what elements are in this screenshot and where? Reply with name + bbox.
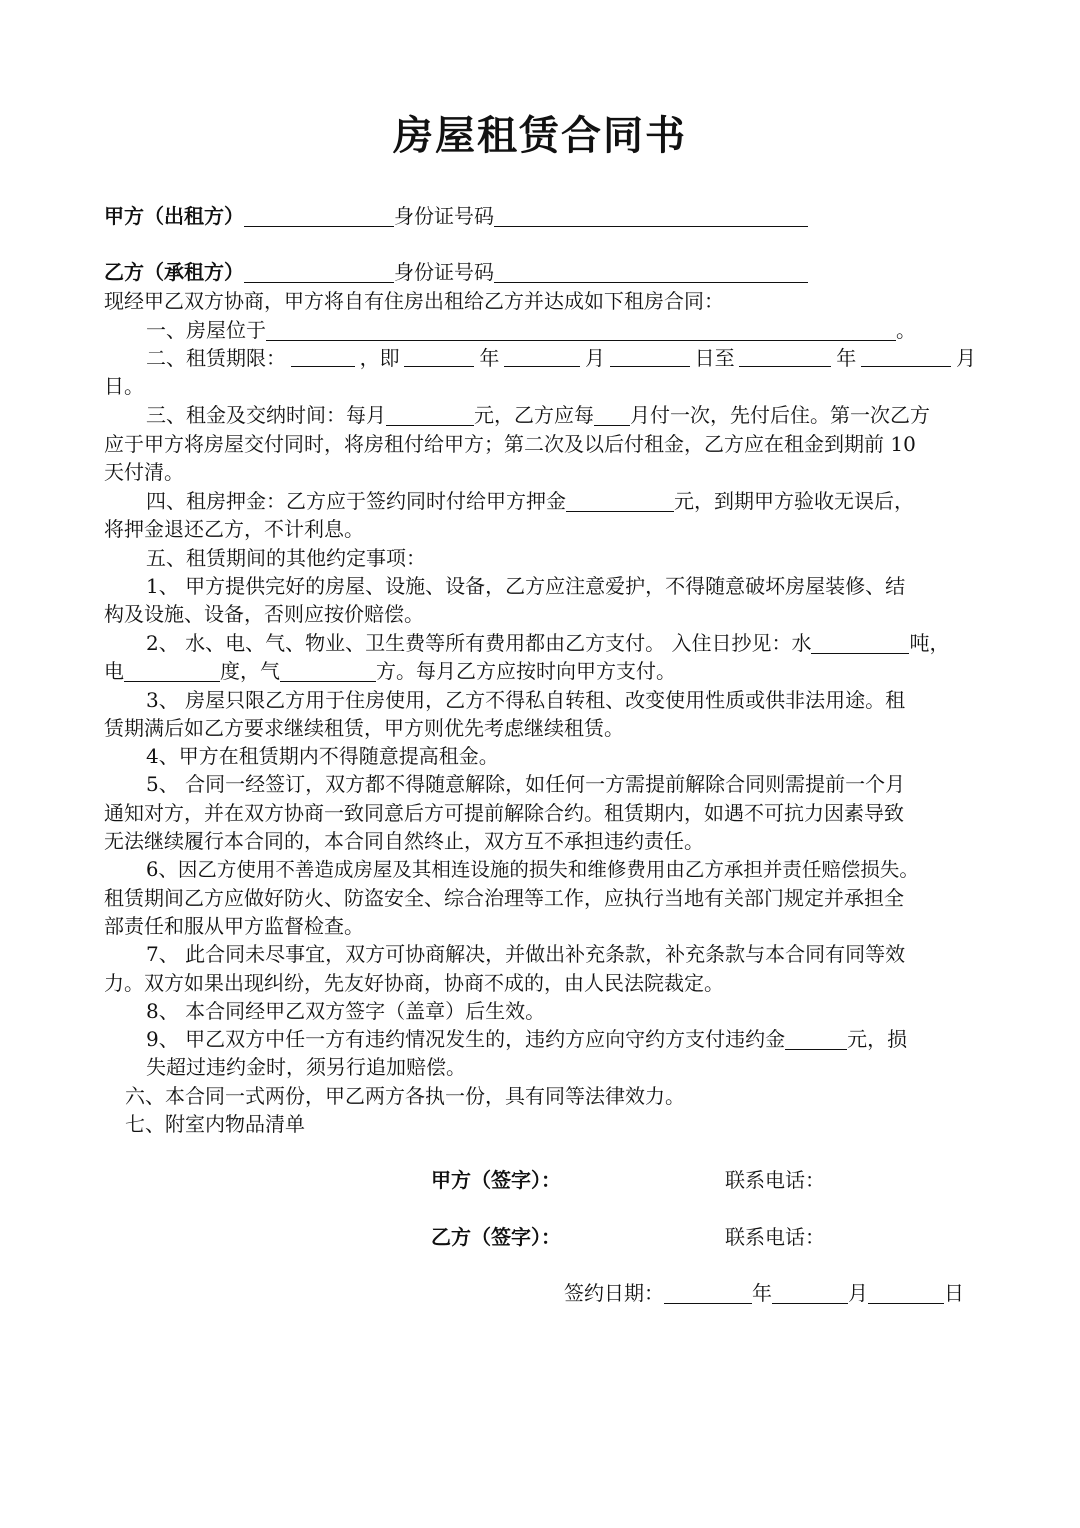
party-a-name-blank[interactable] (244, 204, 394, 227)
rent-text-b: 元，乙方应每 (474, 403, 594, 427)
electric-reading-blank[interactable] (124, 659, 220, 682)
clause-3 (146, 401, 930, 429)
party-b-label: 乙方（承租方） (104, 260, 244, 284)
clause-1 (146, 316, 916, 344)
item-6-line1: 6、因乙方使用不善造成房屋及其相连设施的损失和维修费用由乙方承担并责任赔偿损失。 (146, 858, 919, 881)
document-title: 房屋租赁合同书 (393, 112, 687, 159)
deposit-label: 四、租房押金：乙方应于签约同时付给甲方押金 (146, 489, 566, 513)
sign-year-blank[interactable] (664, 1281, 752, 1304)
rent-text-c: 月付一次，先付后住。第一次乙方 (630, 403, 930, 427)
clause-5-heading: 五、租赁期间的其他约定事项： (146, 546, 426, 570)
sign-year-label: 年 (752, 1281, 772, 1305)
party-b-id-label: 身份证号码 (394, 260, 494, 284)
pay-interval-blank[interactable] (594, 403, 630, 426)
item-5-line2: 通知对方，并在双方协商一致同意后方可提前解除合约。租赁期内，如遇不可抗力因素导致 (104, 801, 904, 825)
item-2-text-a: 2、 水、电、气、物业、卫生费等所有费用都由乙方支付。 入住日抄见：水 (146, 631, 812, 655)
start-day-blank[interactable] (610, 344, 690, 367)
deposit-blank[interactable] (566, 489, 674, 512)
clause-1-end: 。 (896, 318, 916, 342)
clause-2-year2: 年 (836, 346, 857, 370)
item-2-text-d: 度，气 (220, 659, 280, 683)
clause-2-day-to: 日至 (694, 346, 735, 370)
item-2-text-e: 方。每月乙方应按时向甲方支付。 (376, 659, 676, 683)
sign-month-blank[interactable] (772, 1281, 848, 1304)
party-a-phone-label: 联系电话： (725, 1168, 825, 1192)
gas-reading-blank[interactable] (280, 659, 376, 682)
item-1-line1: 1、 甲方提供完好的房屋、设施、设备，乙方应注意爱护，不得随意破坏房屋装修、结 (146, 574, 906, 598)
item-7-line1: 7、 此合同未尽事宜，双方可协商解决，并做出补充条款，补充条款与本合同有同等效 (146, 942, 906, 966)
party-a-id-blank[interactable] (494, 204, 808, 227)
start-year-blank[interactable] (404, 344, 474, 367)
item-4: 4、甲方在租赁期内不得随意提高租金。 (146, 744, 499, 768)
sign-date-label: 签约日期： (564, 1281, 664, 1305)
clause-2-line2: 日。 (104, 374, 144, 398)
clause-7: 七、附室内物品清单 (125, 1112, 305, 1136)
clause-2-month: 月 (584, 346, 605, 370)
clause-6: 六、本合同一式两份，甲乙两方各执一份，具有同等法律效力。 (125, 1084, 685, 1108)
sign-day-blank[interactable] (868, 1281, 944, 1304)
clause-3-line3: 天付清。 (104, 460, 184, 484)
clause-1-text: 一、房屋位于 (146, 318, 266, 342)
item-3-line2: 赁期满后如乙方要求继续租赁，甲方则优先考虑继续租赁。 (104, 716, 624, 740)
party-b-signature-label: 乙方（签字）： (431, 1225, 561, 1249)
end-year-blank[interactable] (739, 344, 831, 367)
rent-label: 三、租金及交纳时间：每月 (146, 403, 386, 427)
party-a-signature-label: 甲方（签字）： (431, 1168, 561, 1192)
party-b-phone-label: 联系电话： (725, 1225, 825, 1249)
clause-3-line2: 应于甲方将房屋交付同时，将房租付给甲方；第二次及以后付租金，乙方应在租金到期前 10 (104, 432, 916, 456)
clause-2 (146, 344, 976, 372)
party-b-row (104, 258, 808, 286)
party-b-id-blank[interactable] (494, 260, 808, 283)
item-8: 8、 本合同经甲乙双方签字（盖章）后生效。 (146, 999, 546, 1023)
clause-4-line2: 将押金退还乙方，不计利息。 (104, 517, 364, 541)
item-1-line2: 构及设施、设备，否则应按价赔偿。 (104, 602, 424, 626)
item-6-line2: 租赁期间乙方应做好防火、防盗安全、综合治理等工作，应执行当地有关部门规定并承担全 (104, 886, 904, 910)
item-5-line3: 无法继续履行本合同的，本合同自然终止，双方互不承担违约责任。 (104, 829, 704, 853)
item-7-line2: 力。双方如果出现纠纷，先友好协商，协商不成的，由人民法院裁定。 (104, 971, 724, 995)
clause-2-month2: 月 (955, 346, 976, 370)
deposit-text-b: 元，到期甲方验收无误后， (674, 489, 914, 513)
water-reading-blank[interactable] (811, 631, 909, 654)
end-month-blank[interactable] (861, 344, 951, 367)
item-9-line2: 失超过违约金时，须另行追加赔偿。 (146, 1055, 466, 1079)
item-6-line3: 部责任和服从甲方监督检查。 (104, 914, 364, 938)
party-a-label: 甲方（出租方） (104, 204, 244, 228)
clause-2-year: 年 (479, 346, 500, 370)
item-9-text-b: 元，损 (847, 1027, 908, 1051)
item-2-text-b: 吨， (909, 631, 950, 655)
item-2-line2 (104, 657, 676, 685)
item-9-line1 (146, 1025, 907, 1053)
party-b-name-blank[interactable] (244, 260, 394, 283)
monthly-rent-blank[interactable] (386, 403, 474, 426)
lease-term-blank[interactable] (291, 344, 355, 367)
sign-day-label: 日 (944, 1281, 964, 1305)
item-2-line1 (146, 629, 949, 657)
party-a-id-label: 身份证号码 (394, 204, 494, 228)
start-month-blank[interactable] (504, 344, 580, 367)
house-address-blank[interactable] (266, 318, 896, 341)
lease-term-label: 二、租赁期限： (146, 346, 286, 370)
clause-4 (146, 487, 914, 515)
item-5-line1: 5、 合同一经签订，双方都不得随意解除，如任何一方需提前解除合同则需提前一个月 (146, 772, 906, 796)
item-3-line1: 3、 房屋只限乙方用于住房使用，乙方不得私自转租、改变使用性质或供非法用途。租 (146, 688, 906, 712)
penalty-blank[interactable] (785, 1027, 847, 1050)
clause-2-ji: ，即 (359, 346, 400, 370)
intro-text: 现经甲乙双方协商，甲方将自有住房出租给乙方并达成如下租房合同： (104, 289, 724, 313)
item-2-text-c: 电 (104, 659, 124, 683)
party-a-row (104, 202, 808, 230)
item-9-text-a: 9、 甲乙双方中任一方有违约情况发生的，违约方应向守约方支付违约金 (146, 1027, 786, 1051)
sign-date-row (564, 1279, 964, 1307)
sign-month-label: 月 (848, 1281, 868, 1305)
